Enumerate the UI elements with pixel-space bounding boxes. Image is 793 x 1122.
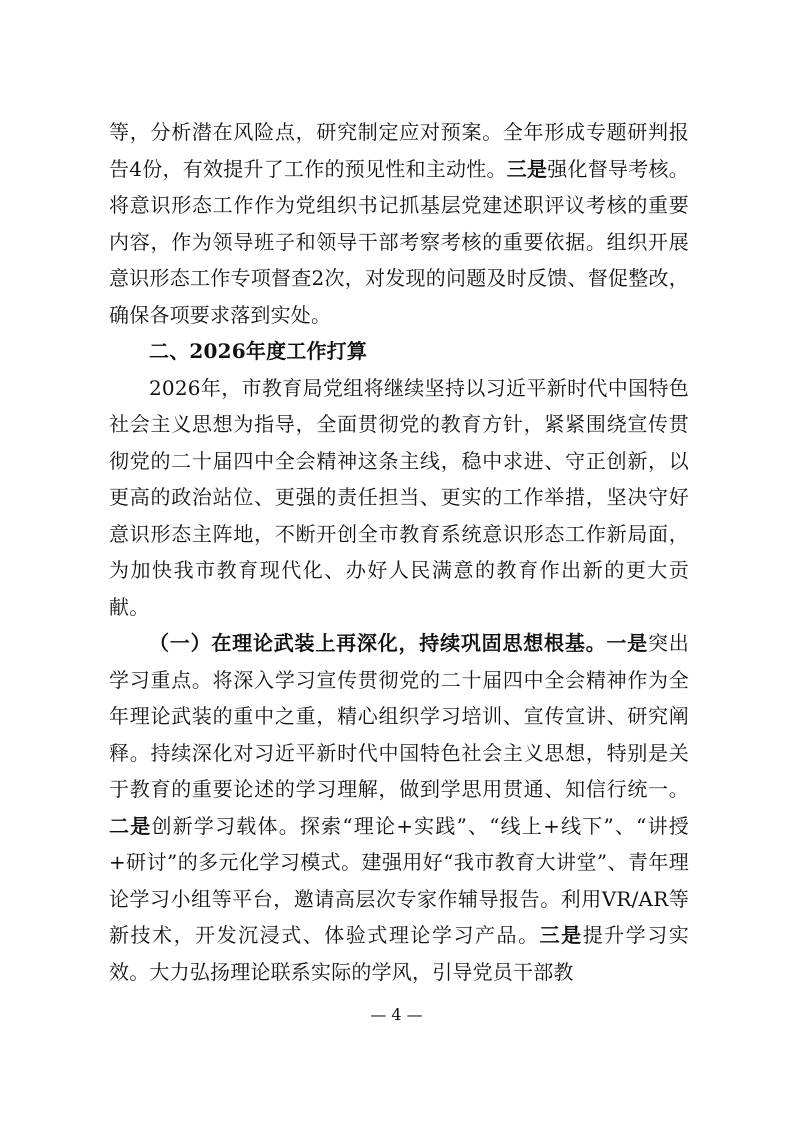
paragraph-text: 强化督导考核。将意识形态工作作为党组织书记抓基层党建述职评议考核的重要内容，作为领导班子和领导干部考察考核的重要依据。组织开展意识形态工作专项督查2次，对发现的问题及时反馈、督促整改，确保各项要求落到实处。 — [109, 156, 689, 327]
document-body — [109, 114, 689, 990]
page-number: — 4 — — [370, 1005, 423, 1024]
paragraph-bold-lead: 三是 — [506, 156, 548, 181]
paragraph-text: 创新学习载体。探索“理论+实践”、“线上+线下”、“讲授+研讨”的多元化学习模式。建强用好“我市教育大讲堂”、青年理论学习小组等平台，邀请高层次专家作辅导报告。利用VR/AR等新技术，开发沉浸式、体验式理论学习产品。 — [109, 813, 689, 947]
paragraph-bold-lead: 二是 — [109, 813, 152, 838]
subsection-heading-theory: （一）在理论武装上再深化，持续巩固思想根基。一是 — [149, 631, 648, 655]
paragraph-text: 等，分析潜在风险点，研究制定应对预案。全年形成专题研判报告4份，有效提升了工作的预见性和主动性。 — [109, 120, 689, 181]
paragraph-bold-lead: 三是 — [539, 923, 583, 947]
section-heading-2026-plan: 二、2026年度工作打算 — [149, 339, 368, 363]
paragraph-text: 突出学习重点。将深入学习宣传贯彻党的二十届四中全会精神作为全年理论武装的重中之重，精心组织学习培训、宣传宣讲、研究阐释。持续深化对习近平新时代中国特色社会主义思想，特别是关于教育的重要论述的学习理解，做到学思用贯通、知信行统一。 — [109, 631, 689, 801]
paragraph-2026-overview: 2026年，市教育局党组将继续坚持以习近平新时代中国特色社会主义思想为指导，全面贯彻党的教育方针，紧紧围绕宣传贯彻党的二十届四中全会精神这条主线，稳中求进、守正创新，以更高的政治站位、更强的责任担当、更实的工作举措，坚决守好意识形态主阵地，不断开创全市教育系统意识形态工作新局面，为加快我市教育现代化、办好人民满意的教育作出新的更大贡献。 — [109, 375, 689, 619]
paragraph-supervision — [109, 114, 689, 333]
paragraph-text: 提升学习实效。大力弘扬理论联系实际的学风，引导党员干部教 — [109, 923, 690, 984]
paragraph-theory-study — [109, 625, 689, 990]
